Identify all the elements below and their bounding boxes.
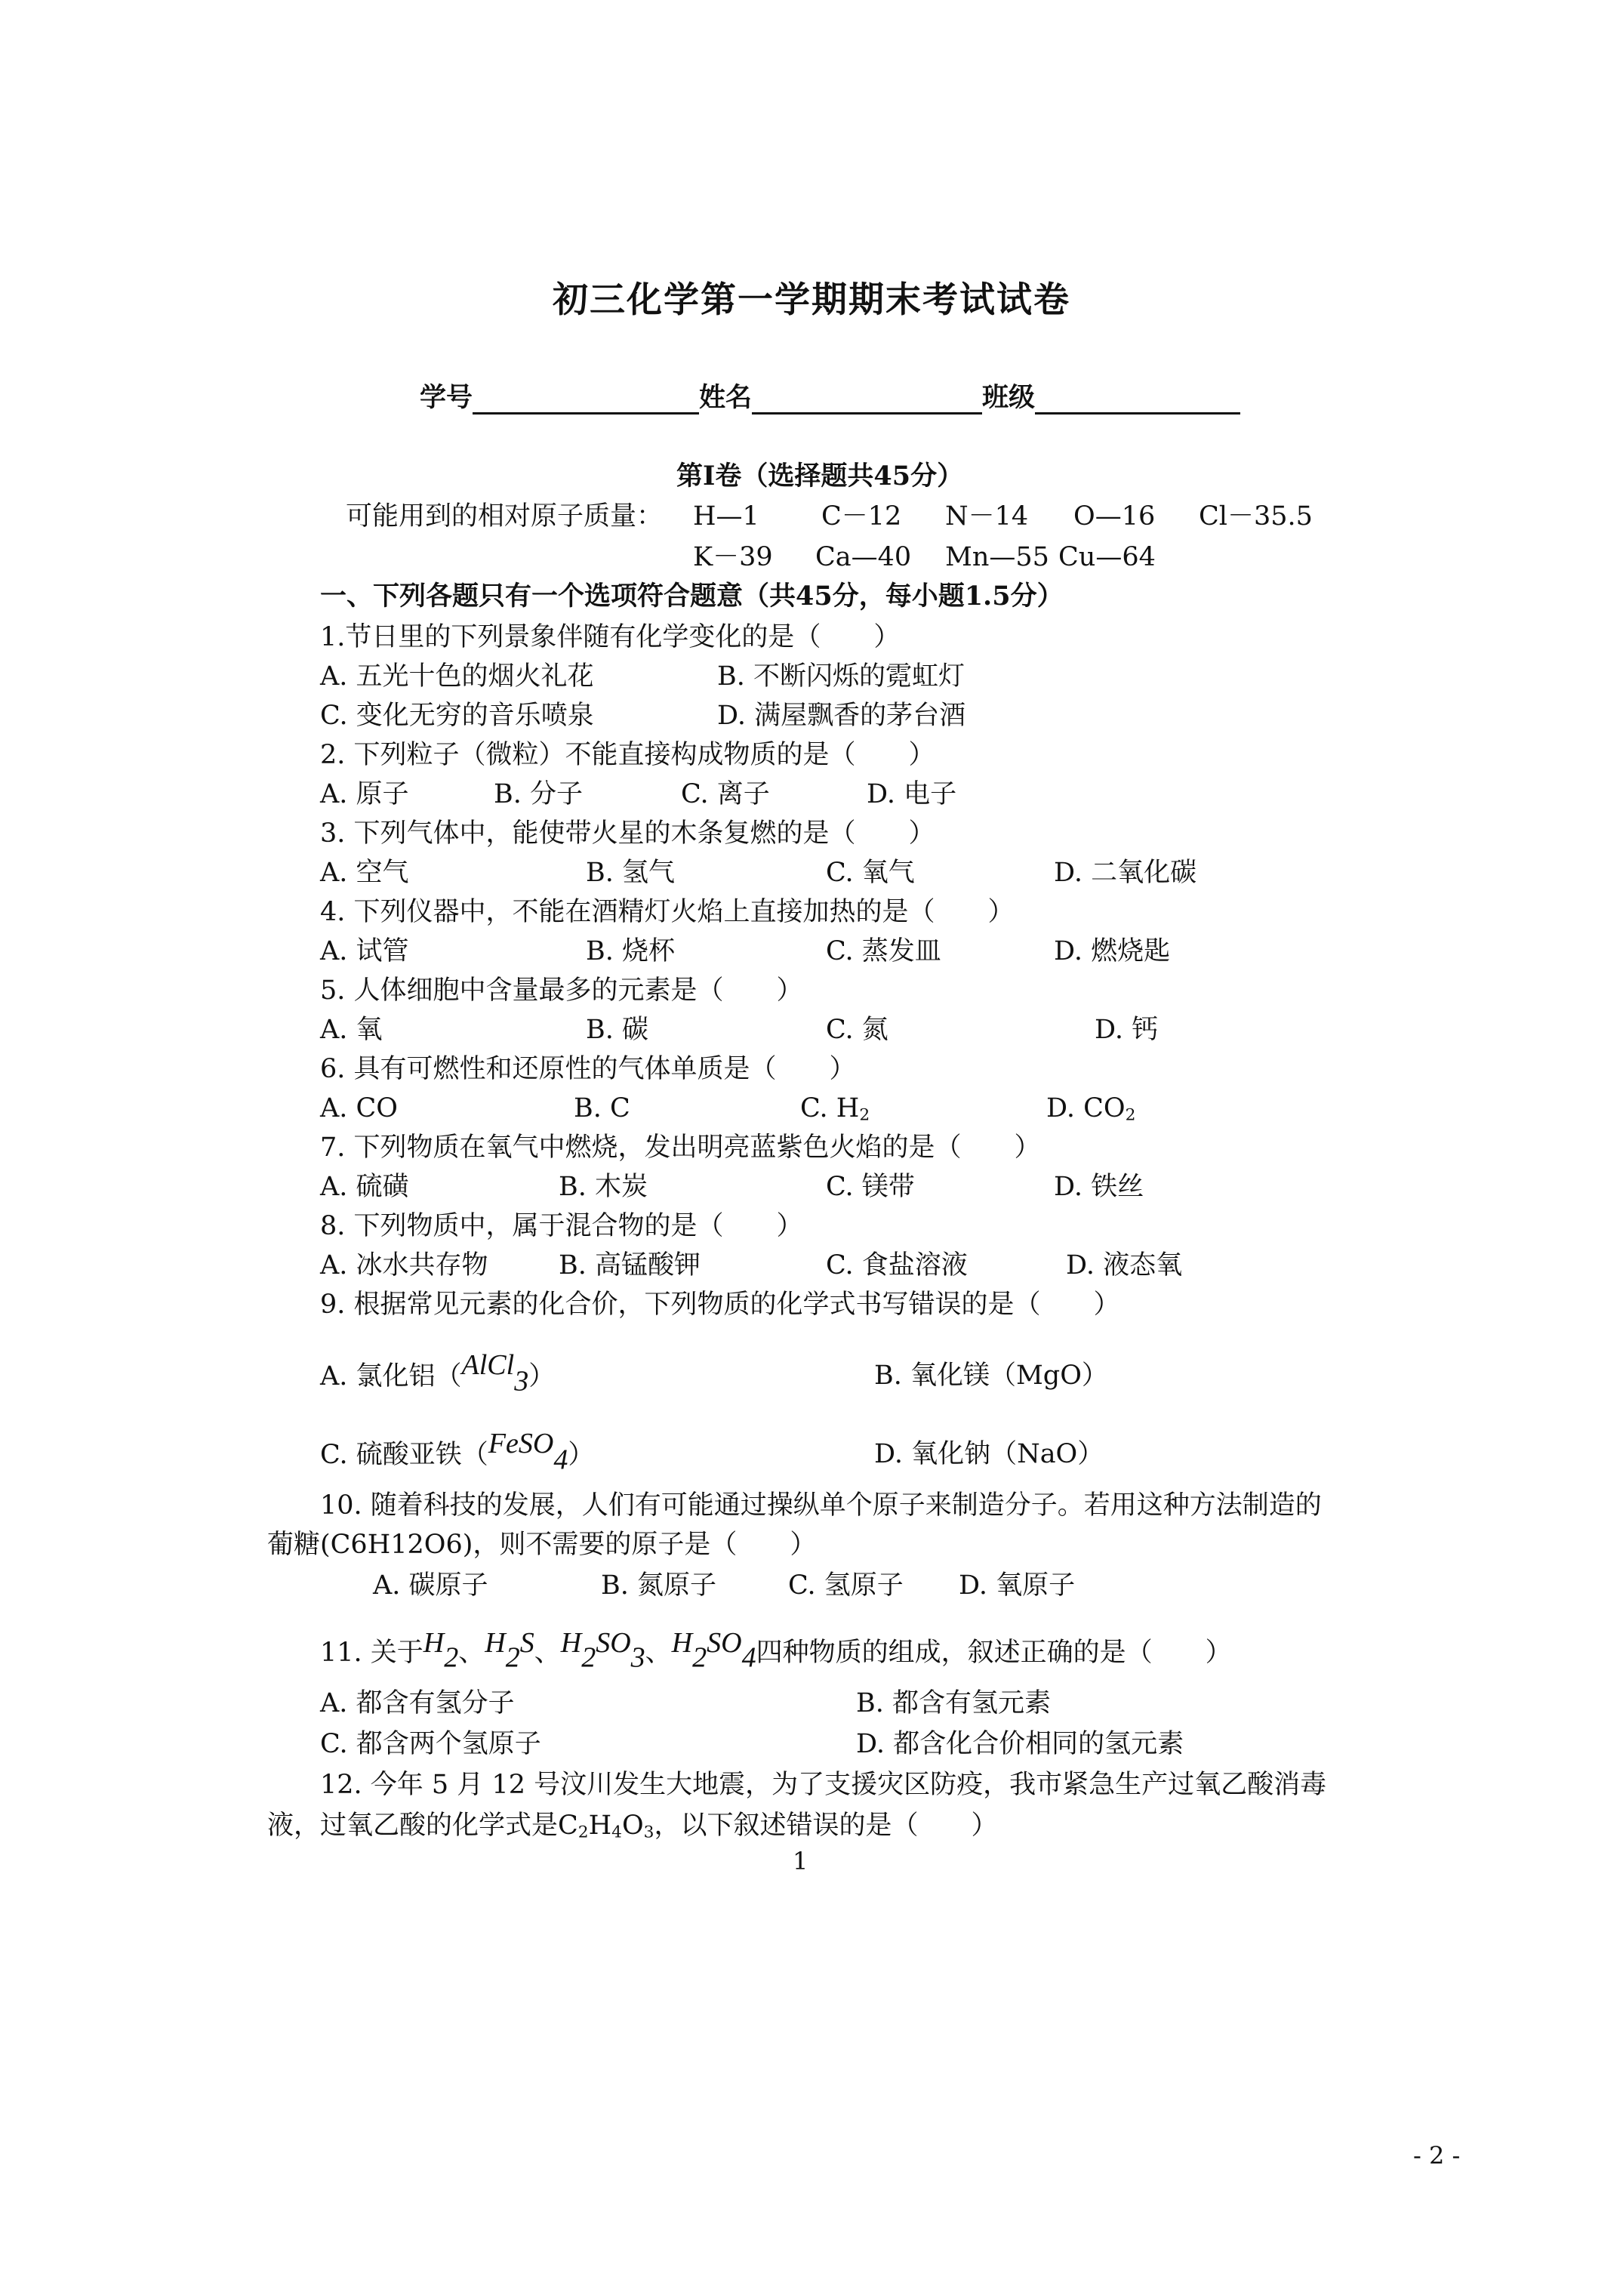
- option[interactable]: C. 氢原子: [788, 1570, 904, 1601]
- question-stem: 4. 下列仪器中，不能在酒精灯火焰上直接加热的是（ ）: [320, 897, 1015, 927]
- student-name-blank[interactable]: [752, 379, 982, 415]
- question-stem: 12. 今年 5 月 12 号汶川发生大地震，为了支援灾区防疫，我市紧急生产过氧乙酸消毒: [320, 1770, 1327, 1800]
- formula-subscript: 4: [553, 1444, 568, 1476]
- option-letter: C.: [800, 1093, 836, 1123]
- question-stem: [267, 1809, 997, 1849]
- separator: 、: [645, 1638, 672, 1668]
- option[interactable]: B. C: [574, 1093, 630, 1123]
- question-stem: 2. 下列粒子（微粒）不能直接构成物质的是（ ）: [320, 740, 935, 770]
- question-stem: 7. 下列物质在氧气中燃烧，发出明亮蓝紫色火焰的是（ ）: [320, 1133, 1041, 1163]
- atomic-mass-item: Mn—55: [945, 542, 1049, 572]
- formula-subscript: 2: [859, 1105, 870, 1125]
- option[interactable]: D. 钙: [1095, 1015, 1159, 1045]
- formula-subscript: 2: [577, 1823, 589, 1842]
- option[interactable]: [800, 1092, 870, 1132]
- student-id-blank[interactable]: [473, 379, 699, 415]
- formula-symbol: FeSO: [488, 1428, 554, 1459]
- formula-symbol: S: [519, 1627, 534, 1659]
- separator: 、: [458, 1638, 485, 1668]
- option[interactable]: A. CO: [320, 1093, 399, 1123]
- formula-subscript: 4: [611, 1823, 622, 1842]
- option[interactable]: D. 二氧化碳: [1054, 858, 1197, 888]
- part-one-heading: 一、下列各题只有一个选项符合题意（共45分，每小题1.5分）: [320, 581, 1064, 612]
- formula-symbol: H: [423, 1627, 445, 1659]
- question-stem: 葡糖(C6H12O6)，则不需要的原子是（ ）: [267, 1530, 817, 1560]
- option[interactable]: [320, 1428, 595, 1477]
- option[interactable]: D. 满屋飘香的茅台酒: [717, 701, 966, 731]
- formula-subscript: 3: [514, 1365, 529, 1398]
- atomic-mass-item: N－14: [945, 501, 1029, 532]
- option[interactable]: B. 烧杯: [586, 936, 675, 966]
- question-stem: 6. 具有可燃性和还原性的气体单质是（ ）: [320, 1054, 856, 1084]
- formula-subscript: 2: [581, 1641, 596, 1674]
- formula-symbol: O: [621, 1811, 644, 1841]
- atomic-mass-item: Cl－35.5: [1199, 501, 1313, 532]
- option[interactable]: C. 食盐溶液: [826, 1250, 968, 1281]
- option-close: ）: [528, 1361, 556, 1391]
- option[interactable]: A. 硫磺: [320, 1172, 409, 1202]
- stem-prefix: 11. 关于: [320, 1638, 423, 1668]
- option[interactable]: D. 氧原子: [959, 1570, 1076, 1601]
- option[interactable]: B. 碳: [586, 1015, 648, 1045]
- option[interactable]: D. 都含化合价相同的氢元素: [856, 1729, 1184, 1759]
- option[interactable]: [1046, 1092, 1135, 1132]
- formula-subscript: 3: [630, 1641, 645, 1674]
- option[interactable]: D. 燃烧匙: [1054, 936, 1171, 966]
- option[interactable]: A. 空气: [320, 858, 409, 888]
- option[interactable]: A. 原子: [320, 779, 409, 809]
- question-stem: 10. 随着科技的发展，人们有可能通过操纵单个原子来制造分子。若用这种方法制造的: [320, 1490, 1322, 1521]
- option[interactable]: B. 不断闪烁的霓虹灯: [717, 661, 965, 692]
- option[interactable]: C. 蒸发皿: [826, 936, 941, 966]
- formula-subscript: 2: [444, 1641, 459, 1674]
- student-class-label: 班级: [982, 382, 1036, 413]
- option[interactable]: B. 都含有氢元素: [856, 1688, 1051, 1718]
- page-number-corner: - 2 -: [1413, 2141, 1461, 2170]
- formula-subscript: 3: [643, 1823, 654, 1842]
- question-stem: 5. 人体细胞中含量最多的元素是（ ）: [320, 975, 803, 1006]
- formula-subscript: 4: [741, 1641, 756, 1674]
- option[interactable]: D. 氧化钠（NaO）: [874, 1439, 1104, 1469]
- student-name-label: 姓名: [699, 382, 753, 413]
- option-text: C. 硫酸亚铁（: [320, 1440, 488, 1470]
- option[interactable]: B. 分子: [494, 779, 583, 809]
- stem-text: 液，过氧乙酸的化学式是: [267, 1811, 559, 1841]
- option-close: ）: [568, 1440, 595, 1470]
- formula-symbol: SO: [596, 1627, 631, 1659]
- atomic-mass-item: K－39: [693, 542, 773, 572]
- option[interactable]: C. 离子: [681, 779, 770, 809]
- atomic-mass-item: H—1: [693, 501, 759, 532]
- formula-symbol: H: [560, 1627, 582, 1659]
- question-stem: 3. 下列气体中，能使带火星的木条复燃的是（ ）: [320, 818, 935, 849]
- formula-symbol: CO: [1083, 1093, 1126, 1123]
- stem-suffix: 四种物质的组成，叙述正确的是（ ）: [756, 1638, 1232, 1668]
- option[interactable]: B. 氢气: [586, 858, 675, 888]
- option[interactable]: A. 碳原子: [373, 1570, 488, 1601]
- option[interactable]: B. 氮原子: [601, 1570, 716, 1601]
- option[interactable]: B. 木炭: [559, 1172, 648, 1202]
- formula-subscript: 2: [692, 1641, 707, 1674]
- option[interactable]: A. 都含有氢分子: [320, 1688, 515, 1718]
- option[interactable]: A. 试管: [320, 936, 409, 966]
- atomic-mass-item: O—16: [1073, 501, 1156, 532]
- formula-symbol: H: [588, 1811, 612, 1841]
- separator: 、: [534, 1638, 561, 1668]
- section-header: 第Ⅰ卷（选择题共45分）: [676, 461, 964, 492]
- formula-symbol: AlCl: [461, 1349, 515, 1381]
- option[interactable]: A. 氧: [320, 1015, 383, 1045]
- atomic-mass-item: Ca—40: [815, 542, 912, 572]
- student-class-blank[interactable]: [1035, 379, 1240, 415]
- option[interactable]: C. 镁带: [826, 1172, 915, 1202]
- option-text: A. 氯化铝（: [320, 1361, 462, 1391]
- question-stem: 8. 下列物质中，属于混合物的是（ ）: [320, 1211, 803, 1241]
- page-number-center: 1: [793, 1847, 808, 1875]
- question-stem: 9. 根据常见元素的化合价，下列物质的化学式书写错误的是（ ）: [320, 1290, 1120, 1320]
- student-id-label: 学号: [420, 382, 473, 413]
- atomic-mass-item: Cu—64: [1058, 542, 1156, 572]
- option[interactable]: C. 变化无穷的音乐喷泉: [320, 701, 594, 731]
- formula-subscript: 2: [505, 1641, 520, 1674]
- option[interactable]: C. 都含两个氢原子: [320, 1729, 541, 1759]
- student-info-row: [420, 379, 1240, 415]
- formula-symbol: H: [485, 1627, 506, 1659]
- question-stem: [320, 1627, 1232, 1675]
- stem-text: ，以下叙述错误的是（ ）: [654, 1811, 998, 1841]
- option[interactable]: B. 高锰酸钾: [559, 1250, 701, 1281]
- option[interactable]: C. 氮: [826, 1015, 888, 1045]
- formula-symbol: H: [836, 1093, 860, 1123]
- question-stem: 1.节日里的下列景象伴随有化学变化的是（ ）: [320, 622, 901, 652]
- option[interactable]: D. 电子: [867, 779, 957, 809]
- formula-symbol: H: [671, 1627, 693, 1659]
- formula-symbol: SO: [707, 1627, 742, 1659]
- option[interactable]: D. 液态氧: [1066, 1250, 1183, 1281]
- option[interactable]: B. 氧化镁（MgO）: [874, 1361, 1108, 1391]
- option[interactable]: D. 铁丝: [1054, 1172, 1144, 1202]
- option[interactable]: [320, 1349, 556, 1398]
- atomic-mass-item: C－12: [821, 501, 902, 532]
- atomic-mass-label: 可能用到的相对原子质量：: [346, 501, 664, 532]
- option-letter: D.: [1046, 1093, 1084, 1123]
- exam-title: 初三化学第一学期期末考试试卷: [553, 279, 1070, 321]
- formula-subscript: 2: [1125, 1105, 1136, 1125]
- option[interactable]: C. 氧气: [826, 858, 915, 888]
- formula-symbol: C: [558, 1811, 578, 1841]
- option[interactable]: A. 冰水共存物: [320, 1250, 488, 1281]
- option[interactable]: A. 五光十色的烟火礼花: [320, 661, 594, 692]
